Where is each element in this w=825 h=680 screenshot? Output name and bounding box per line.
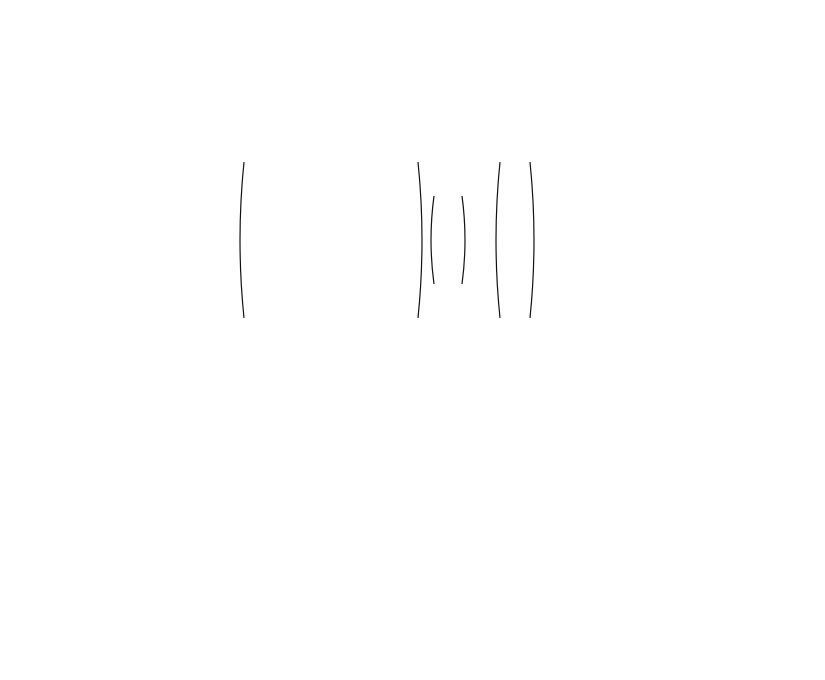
matrix-a-right-bracket	[418, 162, 422, 318]
matrix-a-left-bracket	[240, 162, 244, 318]
vector-b-right-bracket	[530, 162, 534, 318]
matrix-equation	[238, 160, 558, 320]
tasks-list	[8, 445, 768, 453]
vector-b-left-bracket	[496, 162, 500, 318]
vector-x-right-bracket	[462, 196, 465, 284]
vector-x-left-bracket	[431, 196, 434, 284]
matrix-figure	[238, 160, 558, 320]
